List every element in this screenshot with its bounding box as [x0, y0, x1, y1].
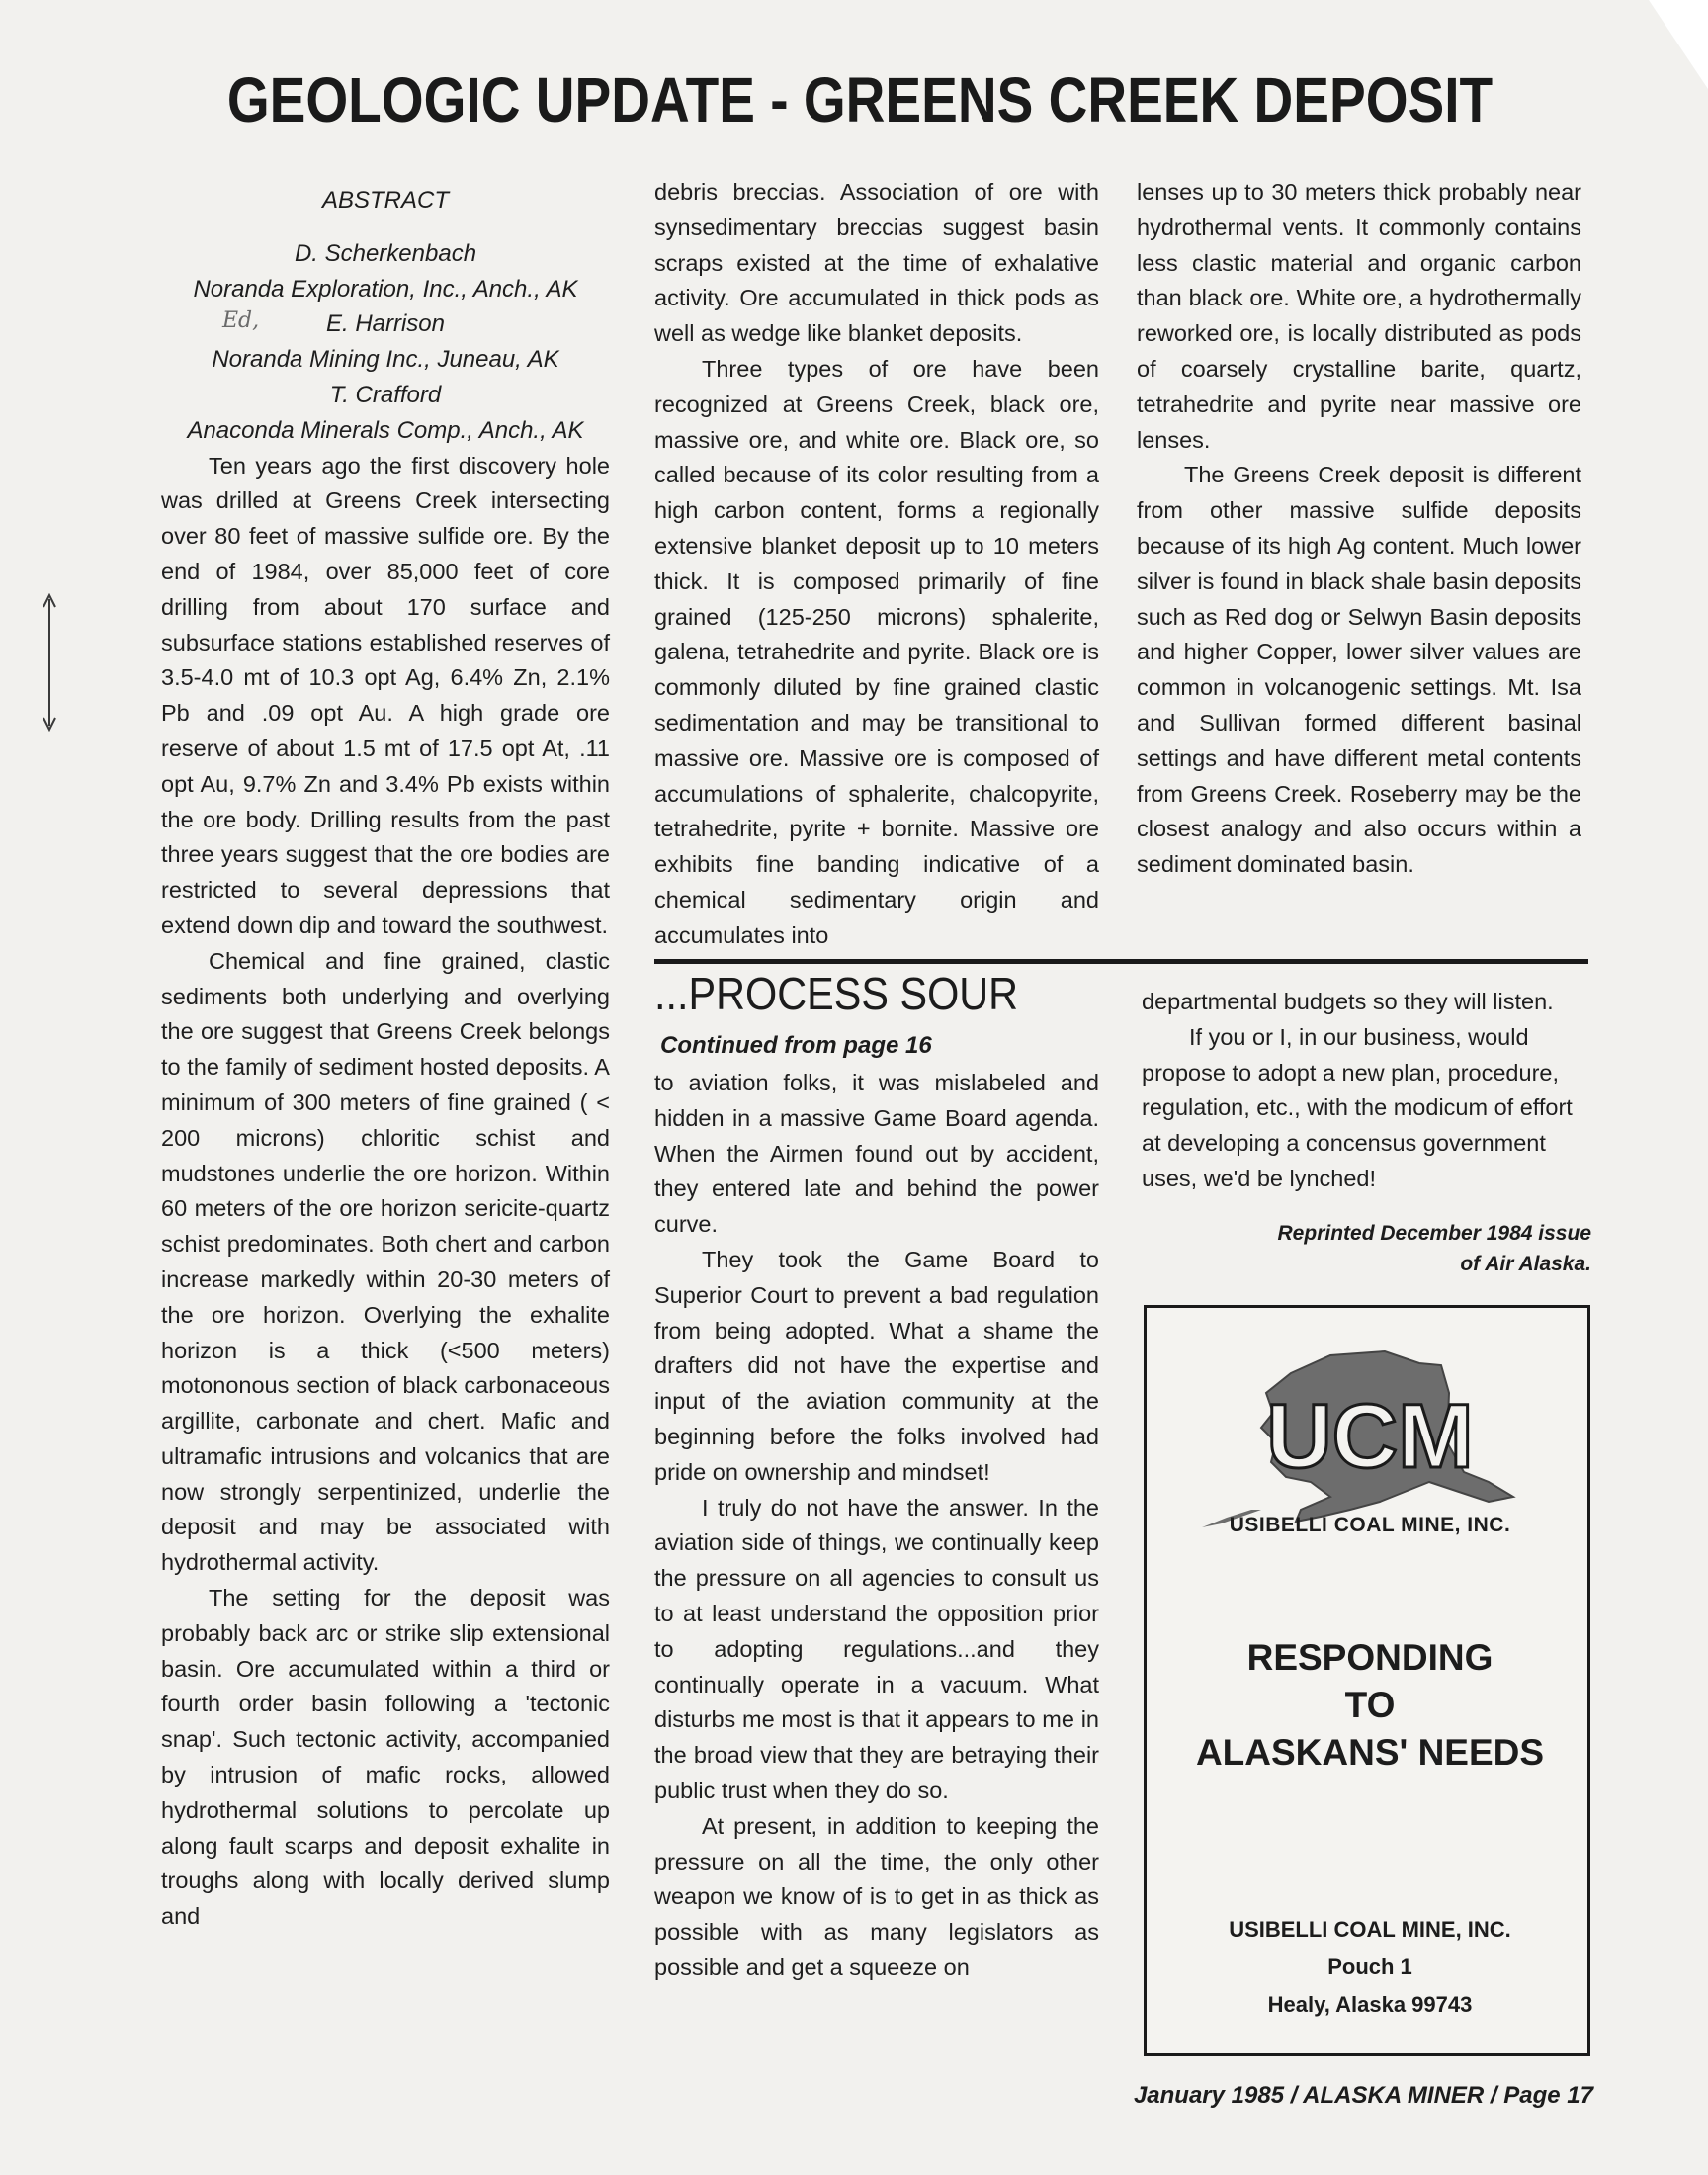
- column-3-bottom: [1142, 985, 1591, 1197]
- article-paragraph: The Greens Creek deposit is different from other massive sulfide deposits because of its high Ag content. Much lower silver is found in black shale basin deposits such as Red dog or Selwyn Basin deposits and higher Copper, lower silver values are common in volcanogenic settings. Mt. Isa and Sullivan formed different basinal settings and have different metal contents from Greens Creek. Roseberry may be the closest analogy and also occurs within a sediment dominated basin.: [1137, 462, 1581, 878]
- ad-slogan: [1147, 1634, 1593, 1777]
- section-divider: [654, 959, 1588, 964]
- logo-text: UCM: [1266, 1386, 1474, 1487]
- column-2-bottom: [654, 1066, 1099, 1986]
- article-paragraph: debris breccias. Association of ore with synsedimentary breccias suggest basin scraps existed at the time of exhalative activity. Ore accumulated in thick pods as well as wedge like blanket deposits.: [654, 179, 1099, 347]
- section-heading: ...PROCESS SOUR: [654, 968, 1019, 1019]
- abstract-title: ABSTRACT: [321, 187, 449, 214]
- author-name: T. Crafford: [329, 381, 442, 408]
- column-1: [161, 183, 610, 1935]
- advertisement-box: [1144, 1305, 1590, 2056]
- article-paragraph: They took the Game Board to Superior Court to prevent a bad regulation from being adopted. What a shame the drafters did not have the expertise and input of the aviation community at the beginning before the folks involved had pride on ownership and mindset!: [654, 1246, 1099, 1485]
- credit-line: of Air Alaska.: [1460, 1253, 1591, 1275]
- author-affiliation: Anaconda Minerals Comp., Anch., AK: [187, 416, 584, 444]
- handwritten-note: Ed,: [222, 308, 260, 333]
- margin-bracket-mark: [40, 593, 59, 732]
- column-2-top: [654, 175, 1099, 954]
- address-line: Pouch 1: [1327, 1955, 1412, 1979]
- slogan-line: ALASKANS' NEEDS: [1195, 1732, 1545, 1773]
- author-affiliation: Noranda Mining Inc., Juneau, AK: [212, 346, 559, 374]
- article-paragraph: At present, in addition to keeping the pressure on all the time, the only other weapon we know of is to get in as thick as possible with as many legislators as possible and get a squeeze on: [654, 1812, 1099, 1980]
- address-line: USIBELLI COAL MINE, INC.: [1229, 1917, 1511, 1942]
- article-paragraph: to aviation folks, it was mislabeled and hidden in a massive Game Board agenda. When the Airmen found out by accident, they entered late and behind the power curve.: [654, 1070, 1099, 1238]
- slogan-line: TO: [1344, 1685, 1396, 1725]
- article-paragraph: The setting for the deposit was probably back arc or strike slip extensional basin. Ore accumulated within a third or fourth order basin following a 'tectonic snap'. Such tectonic activity, accompanied by intrusion of mafic rocks, allowed hydrothermal solutions to percolate up along fault scarps and deposit exhalite in troughs along with locally derived slump and: [161, 1585, 610, 1930]
- slogan-line: RESPONDING: [1246, 1637, 1494, 1678]
- continued-note: Continued from page 16: [660, 1032, 932, 1059]
- page-headline: GEOLOGIC UPDATE - GREENS CREEK DEPOSIT: [226, 64, 1494, 135]
- folded-corner: [1649, 0, 1708, 89]
- ad-company-name: USIBELLI COAL MINE, INC.: [1229, 1514, 1511, 1536]
- article-paragraph: departmental budgets so they will listen.: [1142, 989, 1554, 1014]
- address-line: Healy, Alaska 99743: [1267, 1992, 1473, 2017]
- article-paragraph: I truly do not have the answer. In the aviation side of things, we continually keep the pressure on all agencies to consult us to at least understand the opposition prior to adopting regulations...and they continually operate in a vacuum. What disturbs me most is that it appears to me in the broad view that they are betraying their public trust when they do so.: [654, 1494, 1099, 1803]
- article-paragraph: Ten years ago the first discovery hole was drilled at Greens Creek intersecting over 80 feet of massive sulfide ore. By the end of 1984, over 85,000 feet of core drilling from about 170 surface and subsurface stations established reserves of 3.5-4.0 mt of 10.3 opt Ag, 6.4% Zn, 2.1% Pb and .09 opt Au. A high grade ore reserve of about 1.5 mt of 17.5 opt At, .11 opt Au, 9.7% Zn and 3.4% Pb exists within the ore body. Drilling results from the past three years suggest that the ore bodies are restricted to several depressions that extend down dip and toward the southwest.: [161, 452, 610, 938]
- author-name: E. Harrison: [325, 310, 446, 338]
- credit-line: Reprinted December 1984 issue: [1277, 1222, 1591, 1245]
- article-paragraph: Chemical and fine grained, clastic sediments both underlying and overlying the ore suggest that Greens Creek belongs to the family of sediment hosted deposits. A minimum of 300 meters of fine grained ( < 200 microns) chloritic schist and mudstones underlie the ore horizon. Within 60 meters of the ore horizon sericite-quartz schist predominates. Both chert and carbon increase markedly within 20-30 meters of the ore horizon. Overlying the exhalite horizon is a thick (<500 meters) motononous section of black carbonaceous argillite, carbonate and chert. Mafic and ultramafic intrusions and volcanics that are now strongly serpentinized, underlie the deposit and may be associated with hydrothermal activity.: [161, 947, 610, 1576]
- column-3-top: [1137, 175, 1581, 883]
- author-affiliation: Noranda Exploration, Inc., Anch., AK: [193, 275, 578, 303]
- article-paragraph: lenses up to 30 meters thick probably near hydrothermal vents. It commonly contains less clastic material and organic carbon than black ore. White ore, a hydrothermally reworked ore, is locally distributed as pods of coarsely crystalline barite, quartz, tetrahedrite and pyrite near massive ore lenses.: [1137, 179, 1581, 453]
- page-footer: January 1985 / ALASKA MINER / Page 17: [1133, 2082, 1593, 2109]
- ad-address: [1147, 1911, 1593, 2024]
- article-paragraph: If you or I, in our business, would propose to adopt a new plan, procedure, regulation, etc., with the modicum of effort at developing a concensus government uses, we'd be lynched!: [1142, 1023, 1573, 1191]
- ucm-logo: [1182, 1334, 1558, 1531]
- author-byline: [161, 236, 610, 449]
- reprint-credit: [1142, 1218, 1591, 1279]
- author-name: D. Scherkenbach: [294, 239, 477, 267]
- article-paragraph: Three types of ore have been recognized at Greens Creek, black ore, massive ore, and white ore. Black ore, so called because of its color resulting from a high carbon content, forms a regionally extensive blanket deposit up to 10 meters thick. It is composed primarily of fine grained (125-250 microns) sphalerite, galena, tetrahedrite and pyrite. Black ore is commonly diluted by fine grained clastic sedimentation and may be transitional to massive ore. Massive ore is composed of accumulations of sphalerite, chalcopyrite, tetrahedrite, pyrite + bornite. Massive ore exhibits fine banding indicative of a chemical sedimentary origin and accumulates into: [654, 355, 1099, 948]
